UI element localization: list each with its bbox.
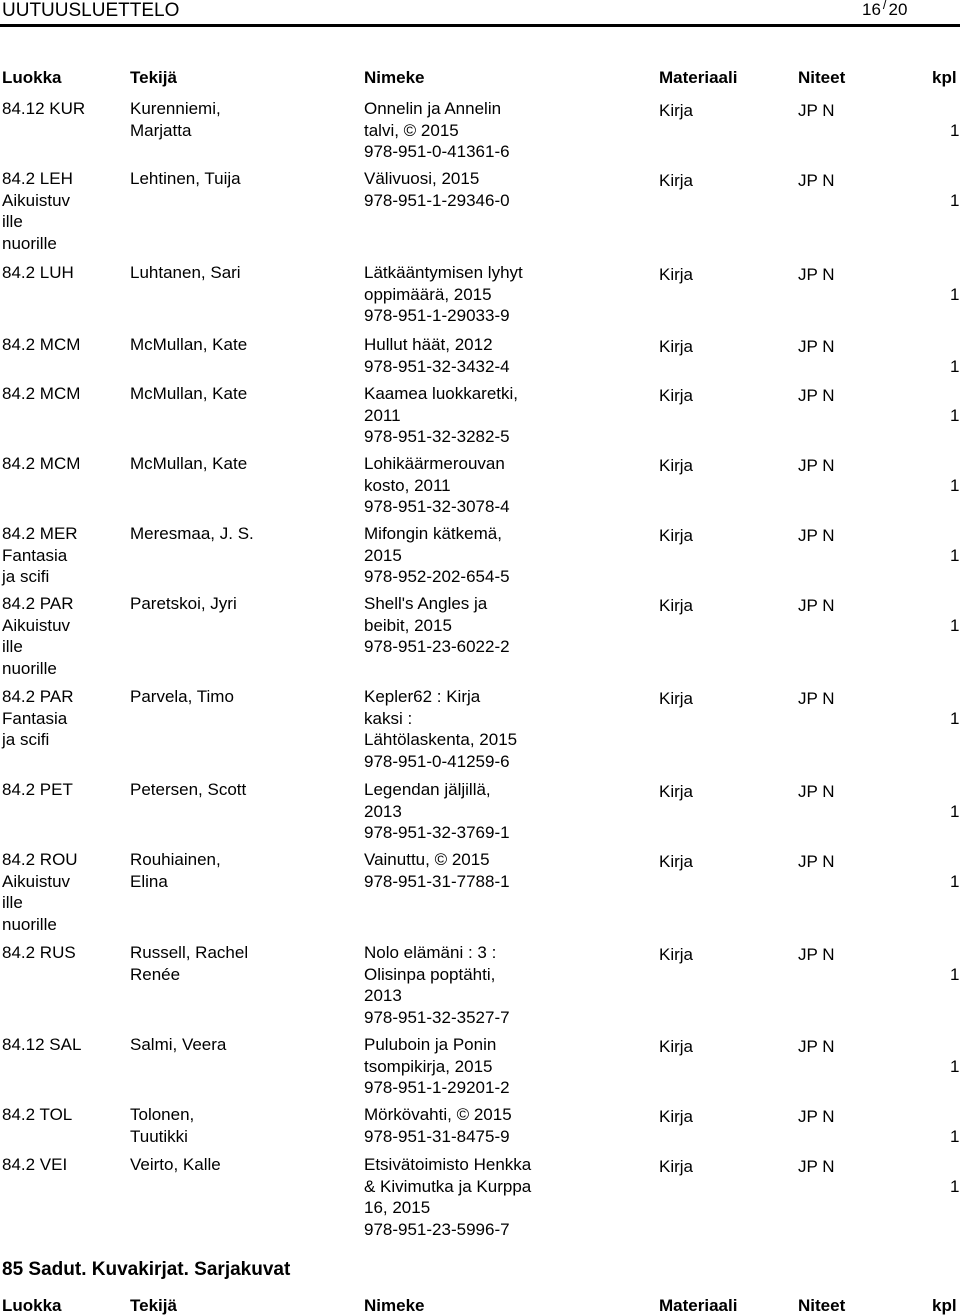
luokka-cell-line: ille: [2, 637, 23, 656]
nimeke-cell: [364, 942, 654, 1028]
materiaali-cell: Kirja: [659, 1107, 694, 1126]
luokka-cell: [2, 1154, 127, 1176]
luokka-cell: [2, 262, 127, 284]
nimeke-cell: [364, 98, 654, 163]
niteet-cell: JP N: [798, 171, 835, 190]
luokka-cell-line: 84.12 KUR: [2, 99, 86, 118]
nimeke-cell-line: 978-951-32-3282-5: [364, 427, 510, 446]
nimeke-cell-line: 978-951-1-29033-9: [364, 306, 510, 325]
luokka-cell-line: 84.12 SAL: [2, 1035, 82, 1054]
nimeke-cell-line: 2013: [364, 986, 402, 1005]
nimeke-cell-line: Mörkövahti, © 2015: [364, 1105, 512, 1124]
niteet-cell: JP N: [798, 456, 835, 475]
column-header-tekija: Tekijä: [130, 68, 177, 87]
nimeke-cell-line: 978-951-23-5996-7: [364, 1219, 510, 1239]
niteet-cell: JP N: [798, 337, 835, 356]
tekija-cell-line: Paretskoi, Jyri: [130, 594, 237, 613]
materiaali-cell: Kirja: [659, 1037, 694, 1056]
page-total: 20: [888, 0, 908, 19]
materiaali-cell: Kirja: [659, 596, 694, 615]
nimeke-cell: [364, 168, 654, 211]
nimeke-cell-line: 2015: [364, 545, 402, 565]
tekija-cell: [130, 593, 360, 615]
luokka-cell: [2, 334, 127, 356]
nimeke-cell-line: Lätkääntymisen lyhyt: [364, 263, 523, 282]
nimeke-cell-line: Puluboin ja Ponin: [364, 1035, 497, 1054]
nimeke-cell-line: Kaamea luokkaretki,: [364, 384, 519, 403]
niteet-cell: JP N: [798, 689, 835, 708]
luokka-cell-line: 84.2 PET: [2, 780, 73, 799]
tekija-cell: [130, 262, 360, 284]
luokka-cell: [2, 686, 127, 751]
column-header-luokka: Luokka: [2, 68, 62, 87]
document-title: UUTUUSLUETTELO: [2, 0, 180, 21]
page-current: 16: [862, 0, 881, 19]
niteet-cell: JP N: [798, 386, 835, 405]
niteet-cell: JP N: [798, 1157, 835, 1176]
page-header: [0, 0, 960, 23]
niteet-cell: JP N: [798, 265, 835, 284]
tekija-cell-line: Tolonen,: [130, 1105, 195, 1124]
luokka-cell-line: Aikuistuv: [2, 871, 71, 891]
materiaali-cell: Kirja: [659, 782, 694, 801]
kpl-cell: 1: [950, 190, 960, 210]
luokka-cell-line: 84.2 PAR: [2, 594, 74, 613]
nimeke-cell-line: Legendan jäljillä,: [364, 780, 491, 799]
nimeke-cell: [364, 1154, 654, 1240]
page-number: [862, 0, 907, 20]
kpl-cell: 1: [950, 120, 960, 140]
kpl-cell: 1: [950, 1176, 960, 1196]
niteet-cell: JP N: [798, 1037, 835, 1056]
nimeke-cell-line: kosto, 2011: [364, 475, 451, 495]
nimeke-cell-line: Olisinpa poptähti,: [364, 964, 496, 984]
luokka-cell-line: Aikuistuv: [2, 615, 71, 635]
luokka-cell-line: nuorille: [2, 914, 57, 934]
nimeke-cell: [364, 779, 654, 844]
nimeke-cell-line: Mifongin kätkemä,: [364, 524, 502, 543]
tekija-cell-line: McMullan, Kate: [130, 454, 248, 473]
luokka-cell-line: nuorille: [2, 658, 57, 678]
nimeke-cell-line: Lohikäärmerouvan: [364, 454, 505, 473]
kpl-cell: 1: [950, 1056, 960, 1076]
nimeke-cell-line: talvi, © 2015: [364, 120, 459, 140]
tekija-cell-line: Kurenniemi,: [130, 99, 221, 118]
nimeke-cell-line: Etsivätoimisto Henkka: [364, 1155, 532, 1174]
niteet-cell: JP N: [798, 101, 835, 120]
materiaali-cell: Kirja: [659, 1157, 694, 1176]
kpl-cell: 1: [950, 356, 960, 376]
luokka-cell: [2, 453, 127, 475]
luokka-cell: [2, 98, 127, 120]
tekija-cell-line: Parvela, Timo: [130, 687, 234, 706]
materiaali-cell: Kirja: [659, 945, 694, 964]
luokka-cell-line: 84.2 VEI: [2, 1155, 68, 1174]
tekija-cell-line: Renée: [130, 964, 181, 984]
column-header-materiaali: Materiaali: [659, 68, 738, 87]
nimeke-cell-line: & Kivimutka ja Kurppa: [364, 1176, 532, 1196]
luokka-cell-line: 84.2 RUS: [2, 943, 76, 962]
materiaali-cell: Kirja: [659, 337, 694, 356]
luokka-cell-line: nuorille: [2, 233, 57, 253]
tekija-cell-line: Meresmaa, J. S.: [130, 524, 254, 543]
nimeke-cell-line: Hullut häät, 2012: [364, 335, 493, 354]
luokka-cell: [2, 383, 127, 405]
nimeke-cell-line: Vainuttu, © 2015: [364, 850, 490, 869]
column-header-nimeke: Nimeke: [364, 68, 425, 87]
page-separator: /: [882, 0, 887, 12]
nimeke-cell-line: oppimäärä, 2015: [364, 284, 492, 304]
column-header-materiaali: Materiaali: [659, 1296, 738, 1315]
materiaali-cell: Kirja: [659, 456, 694, 475]
tekija-cell-line: McMullan, Kate: [130, 335, 248, 354]
column-header-niteet: Niteet: [798, 68, 846, 87]
column-header-luokka: Luokka: [2, 1296, 62, 1315]
nimeke-cell-line: kaksi :: [364, 708, 413, 728]
tekija-cell: [130, 98, 360, 141]
tekija-cell-line: Russell, Rachel: [130, 943, 249, 962]
nimeke-cell: [364, 593, 654, 658]
luokka-cell: [2, 593, 127, 679]
tekija-cell-line: Lehtinen, Tuija: [130, 169, 241, 188]
kpl-cell: 1: [950, 615, 960, 635]
nimeke-cell: [364, 262, 654, 327]
tekija-cell: [130, 523, 360, 545]
tekija-cell: [130, 942, 360, 985]
column-headers-repeat: [0, 1296, 960, 1316]
column-header-nimeke: Nimeke: [364, 1296, 425, 1315]
nimeke-cell-line: 978-951-31-8475-9: [364, 1126, 510, 1146]
nimeke-cell-line: 978-951-32-3078-4: [364, 497, 510, 516]
luokka-cell: [2, 849, 127, 935]
column-headers: [0, 68, 960, 90]
column-header-niteet: Niteet: [798, 1296, 846, 1315]
niteet-cell: JP N: [798, 782, 835, 801]
tekija-cell-line: Marjatta: [130, 120, 192, 140]
nimeke-cell-line: 2013: [364, 801, 402, 821]
tekija-cell-line: Petersen, Scott: [130, 780, 247, 799]
luokka-cell-line: 84.2 MCM: [2, 335, 81, 354]
tekija-cell: [130, 1154, 360, 1176]
tekija-cell-line: Tuutikki: [130, 1126, 188, 1146]
nimeke-cell-line: 978-951-0-41361-6: [364, 142, 510, 161]
nimeke-cell-line: 2011: [364, 405, 401, 425]
materiaali-cell: Kirja: [659, 265, 694, 284]
column-header-kpl: kpl: [932, 68, 957, 87]
materiaali-cell: Kirja: [659, 526, 694, 545]
nimeke-cell-line: 978-951-23-6022-2: [364, 637, 510, 656]
luokka-cell-line: 84.2 MCM: [2, 454, 81, 473]
tekija-cell: [130, 779, 360, 801]
tekija-cell: [130, 1104, 360, 1147]
nimeke-cell-line: beibit, 2015: [364, 615, 452, 635]
nimeke-cell: [364, 1034, 654, 1099]
kpl-cell: 1: [950, 1126, 960, 1146]
luokka-cell-line: 84.2 TOL: [2, 1105, 73, 1124]
tekija-cell-line: Veirto, Kalle: [130, 1155, 221, 1174]
tekija-cell: [130, 453, 360, 475]
nimeke-cell: [364, 383, 654, 448]
luokka-cell: [2, 1034, 127, 1056]
nimeke-cell: [364, 686, 654, 772]
luokka-cell: [2, 1104, 127, 1126]
kpl-cell: 1: [950, 284, 960, 304]
luokka-cell-line: Aikuistuv: [2, 190, 71, 210]
nimeke-cell: [364, 334, 654, 377]
header-rule: [0, 24, 960, 27]
nimeke-cell-line: 16, 2015: [364, 1198, 431, 1217]
nimeke-cell-line: 978-951-0-41259-6: [364, 751, 510, 771]
nimeke-cell-line: Kepler62 : Kirja: [364, 687, 481, 706]
tekija-cell: [130, 168, 360, 190]
luokka-cell-line: 84.2 PAR: [2, 687, 74, 706]
luokka-cell: [2, 779, 127, 801]
nimeke-cell-line: Nolo elämäni : 3 :: [364, 943, 497, 962]
nimeke-cell: [364, 849, 654, 892]
nimeke-cell: [364, 523, 654, 588]
tekija-cell: [130, 1034, 360, 1056]
nimeke-cell-line: 978-951-32-3432-4: [364, 356, 510, 376]
luokka-cell-line: 84.2 MCM: [2, 384, 81, 403]
luokka-cell-line: Fantasia: [2, 545, 68, 565]
nimeke-cell-line: 978-951-32-3527-7: [364, 1007, 510, 1027]
materiaali-cell: Kirja: [659, 852, 694, 871]
niteet-cell: JP N: [798, 1107, 835, 1126]
kpl-cell: 1: [950, 475, 960, 495]
luokka-cell-line: ille: [2, 893, 23, 912]
nimeke-cell-line: 978-951-32-3769-1: [364, 823, 510, 842]
niteet-cell: JP N: [798, 596, 835, 615]
column-header-kpl: kpl: [932, 1296, 957, 1315]
kpl-cell: 1: [950, 405, 960, 425]
materiaali-cell: Kirja: [659, 171, 694, 190]
tekija-cell-line: Elina: [130, 871, 168, 891]
tekija-cell: [130, 383, 360, 405]
materiaali-cell: Kirja: [659, 101, 694, 120]
nimeke-cell-line: 978-951-1-29201-2: [364, 1078, 510, 1097]
nimeke-cell-line: Lähtölaskenta, 2015: [364, 730, 518, 749]
tekija-cell-line: Rouhiainen,: [130, 850, 221, 869]
luokka-cell-line: 84.2 MER: [2, 524, 78, 543]
nimeke-cell-line: 978-951-1-29346-0: [364, 190, 510, 210]
kpl-cell: 1: [950, 708, 960, 728]
section-title: 85 Sadut. Kuvakirjat. Sarjakuvat: [2, 1259, 291, 1280]
kpl-cell: 1: [950, 871, 960, 891]
luokka-cell-line: ja scifi: [2, 567, 50, 586]
nimeke-cell-line: 978-952-202-654-5: [364, 567, 510, 586]
kpl-cell: 1: [950, 801, 960, 821]
luokka-cell: [2, 168, 127, 254]
nimeke-cell: [364, 453, 654, 518]
luokka-cell: [2, 942, 127, 964]
tekija-cell: [130, 849, 360, 892]
tekija-cell-line: Salmi, Veera: [130, 1035, 227, 1054]
materiaali-cell: Kirja: [659, 689, 694, 708]
luokka-cell-line: 84.2 LEH: [2, 169, 73, 188]
materiaali-cell: Kirja: [659, 386, 694, 405]
nimeke-cell-line: Onnelin ja Annelin: [364, 99, 502, 118]
luokka-cell-line: Fantasia: [2, 708, 68, 728]
nimeke-cell-line: Välivuosi, 2015: [364, 169, 480, 188]
column-header-tekija: Tekijä: [130, 1296, 177, 1315]
tekija-cell: [130, 686, 360, 708]
nimeke-cell-line: tsompikirja, 2015: [364, 1056, 493, 1076]
kpl-cell: 1: [950, 545, 960, 565]
luokka-cell-line: 84.2 LUH: [2, 263, 74, 282]
niteet-cell: JP N: [798, 852, 835, 871]
luokka-cell-line: 84.2 ROU: [2, 850, 78, 869]
nimeke-cell-line: 978-951-31-7788-1: [364, 871, 510, 891]
tekija-cell: [130, 334, 360, 356]
nimeke-cell: [364, 1104, 654, 1147]
tekija-cell-line: McMullan, Kate: [130, 384, 248, 403]
luokka-cell: [2, 523, 127, 588]
nimeke-cell-line: Shell's Angles ja: [364, 594, 488, 613]
tekija-cell-line: Luhtanen, Sari: [130, 263, 241, 282]
kpl-cell: 1: [950, 964, 960, 984]
niteet-cell: JP N: [798, 945, 835, 964]
niteet-cell: JP N: [798, 526, 835, 545]
luokka-cell-line: ille: [2, 212, 23, 231]
luokka-cell-line: ja scifi: [2, 730, 50, 749]
